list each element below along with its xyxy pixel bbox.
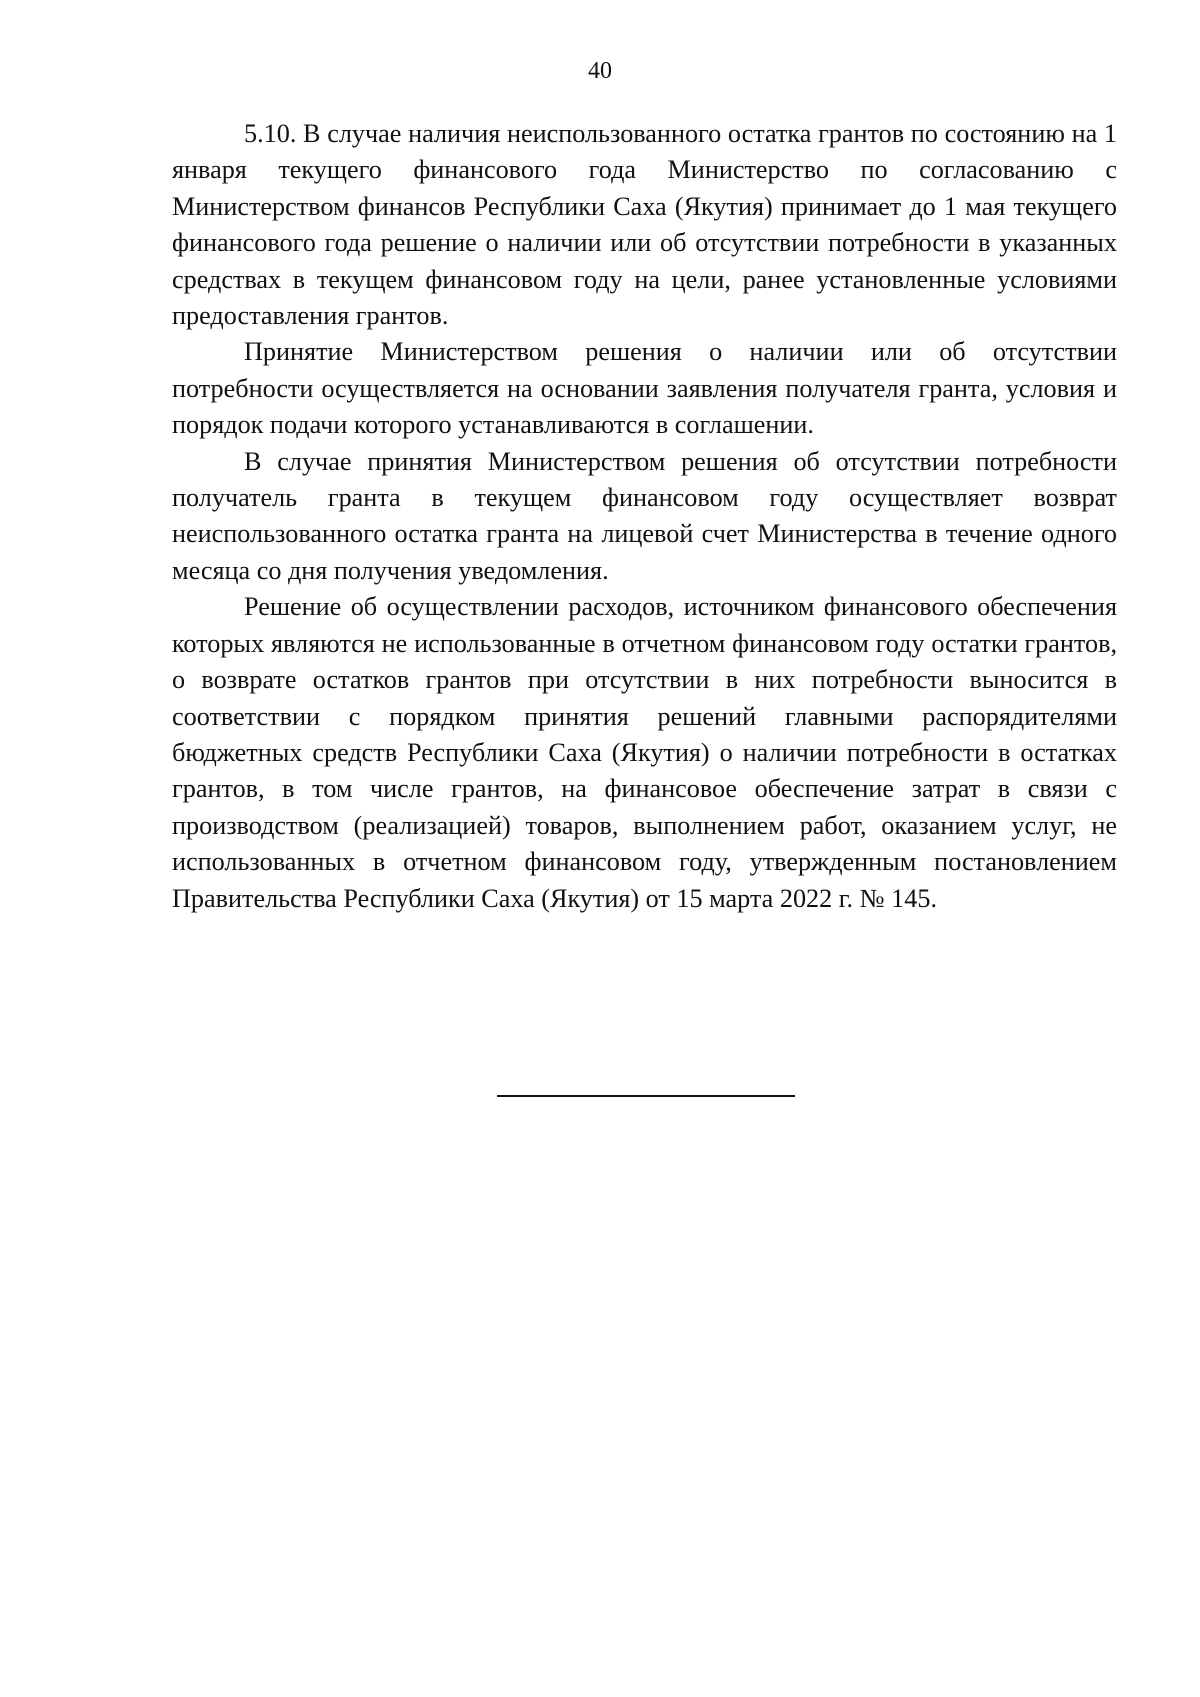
paragraph-5-10: 5.10. В случае наличия неиспользованного остатка грантов по состоянию на 1 января текущего финансового года Министерство по согласованию с Министерством финансов Республики Саха (Якутия) принимает до 1 мая текущего финансового года решение о наличии или об отсутствии потребности в указанных средствах в текущем финансовом году на цели, ранее установленные условиями предоставления грантов.	[172, 119, 1117, 331]
document-body	[172, 116, 1117, 917]
paragraph-decision-basis: Принятие Министерством решения о наличии или об отсутствии потребности осуществляется на основании заявления получателя гранта, условия и порядок подачи которого устанавливаются в соглашении.	[172, 337, 1117, 440]
paragraph-refund: В случае принятия Министерством решения об отсутствии потребности получатель гранта в текущем финансовом году осуществляет возврат неиспользованного остатка гранта на лицевой счет Министерства в течение одного месяца со дня получения уведомления.	[172, 446, 1117, 585]
paragraph-expenditure-decision: Решение об осуществлении расходов, источником финансового обеспечения которых являются не использованные в отчетном финансовом году остатки грантов, о возврате остатков грантов при отсутствии в них потребности выносится в соответствии с порядком принятия решений главными распорядителями бюджетных средств Республики Саха (Якутия) о наличии потребности в остатках грантов, в том числе грантов, на финансовое обеспечение затрат в связи с производством (реализацией) товаров, выполнением работ, оказанием услуг, не использованных в отчетном финансовом году, утвержденным постановлением Правительства Республики Саха (Якутия) от 15 марта 2022 г. № 145.	[172, 592, 1117, 913]
page-number: 40	[588, 58, 612, 84]
closing-rule-divider	[497, 1095, 795, 1097]
